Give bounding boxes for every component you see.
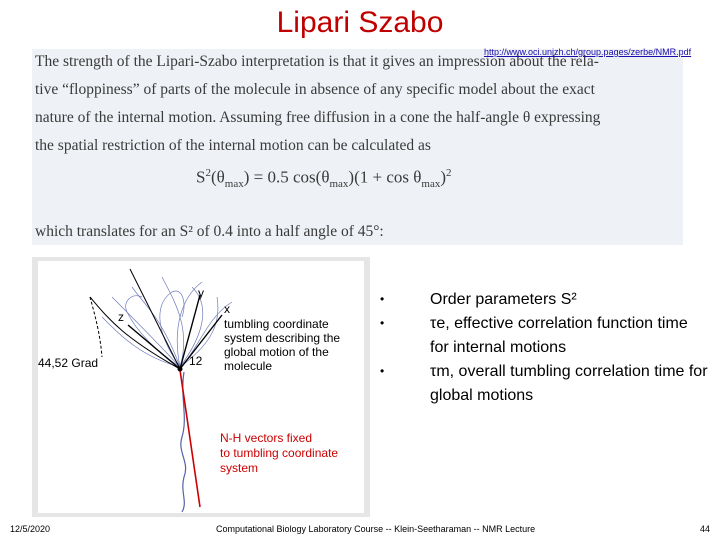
bullet-item (380, 312, 710, 360)
axis-y-label: y (198, 286, 204, 300)
tumbling-caption-line: tumbling coordinate (224, 317, 329, 331)
bullet-list (380, 288, 710, 408)
bullet-text: τm, overall tumbling correlation time for global motions (430, 363, 708, 404)
source-url-link[interactable]: http://www.oci.unizh.ch/group.pages/zerbe/NMR.pdf (484, 47, 692, 57)
axis-z-label: z (118, 310, 124, 324)
slide-title: Lipari Szabo (276, 6, 444, 39)
bullet-dot: • (380, 364, 385, 378)
bullet-text: Order parameters S² (430, 291, 577, 308)
bullet-text: τe, effective correlation function time for internal motions (430, 315, 688, 356)
cone-angle-label: 44,52 Grad (38, 356, 99, 370)
bullet-dot: • (380, 316, 385, 330)
excerpt-line-4: the spatial restriction of the internal motion can be calculated as (35, 137, 431, 154)
formula-tail: )(1 + cos θ (348, 167, 422, 187)
tumbling-caption-line: global motion of the (224, 345, 329, 359)
formula-lhs: S (196, 167, 206, 187)
order-parameter-formula: $S^2(\theta_{max}) = 0.5$ $\cos(\theta_{max})(1 + \cos \theta_{max})^2$ (196, 167, 452, 191)
excerpt-line-2: tive “floppiness” of parts of the molecule in absence of any specific model about the exact (35, 81, 595, 98)
bullet-item (380, 360, 710, 408)
tumbling-caption-line: system describing the (224, 331, 341, 345)
tumbling-caption-line: molecule (224, 359, 273, 373)
nh-caption-line: to tumbling coordinate (220, 446, 339, 460)
excerpt-last-line: which translates for an S² of 0.4 into a half angle of 45°: (35, 223, 384, 240)
bullet-item (380, 288, 710, 312)
origin-atom (178, 367, 183, 372)
nh-caption-line: system (220, 461, 259, 475)
formula-mid: = 0.5 cos(θ (249, 167, 330, 187)
paper-excerpt (32, 49, 683, 245)
figure-drawing (32, 257, 370, 517)
excerpt-line-3: nature of the internal motion. Assuming free diffusion in a cone the half-angle θ expressing (35, 109, 601, 126)
footer-course: Computational Biology Laboratory Course -- Klein-Seetharaman -- NMR Lecture (216, 524, 536, 534)
bullet-dot: • (380, 292, 385, 306)
nh-caption-line: N-H vectors fixed (220, 431, 313, 445)
tumbling-motion-figure (32, 257, 370, 517)
footer-page-number: 44 (700, 524, 711, 534)
axis-x-label: x (224, 302, 230, 316)
atom-number-label: 12 (189, 354, 203, 368)
footer-date: 12/5/2020 (10, 524, 51, 534)
excerpt-line-1: The strength of the Lipari-Szabo interpretation is that it gives an impression about the rela- (35, 53, 599, 70)
